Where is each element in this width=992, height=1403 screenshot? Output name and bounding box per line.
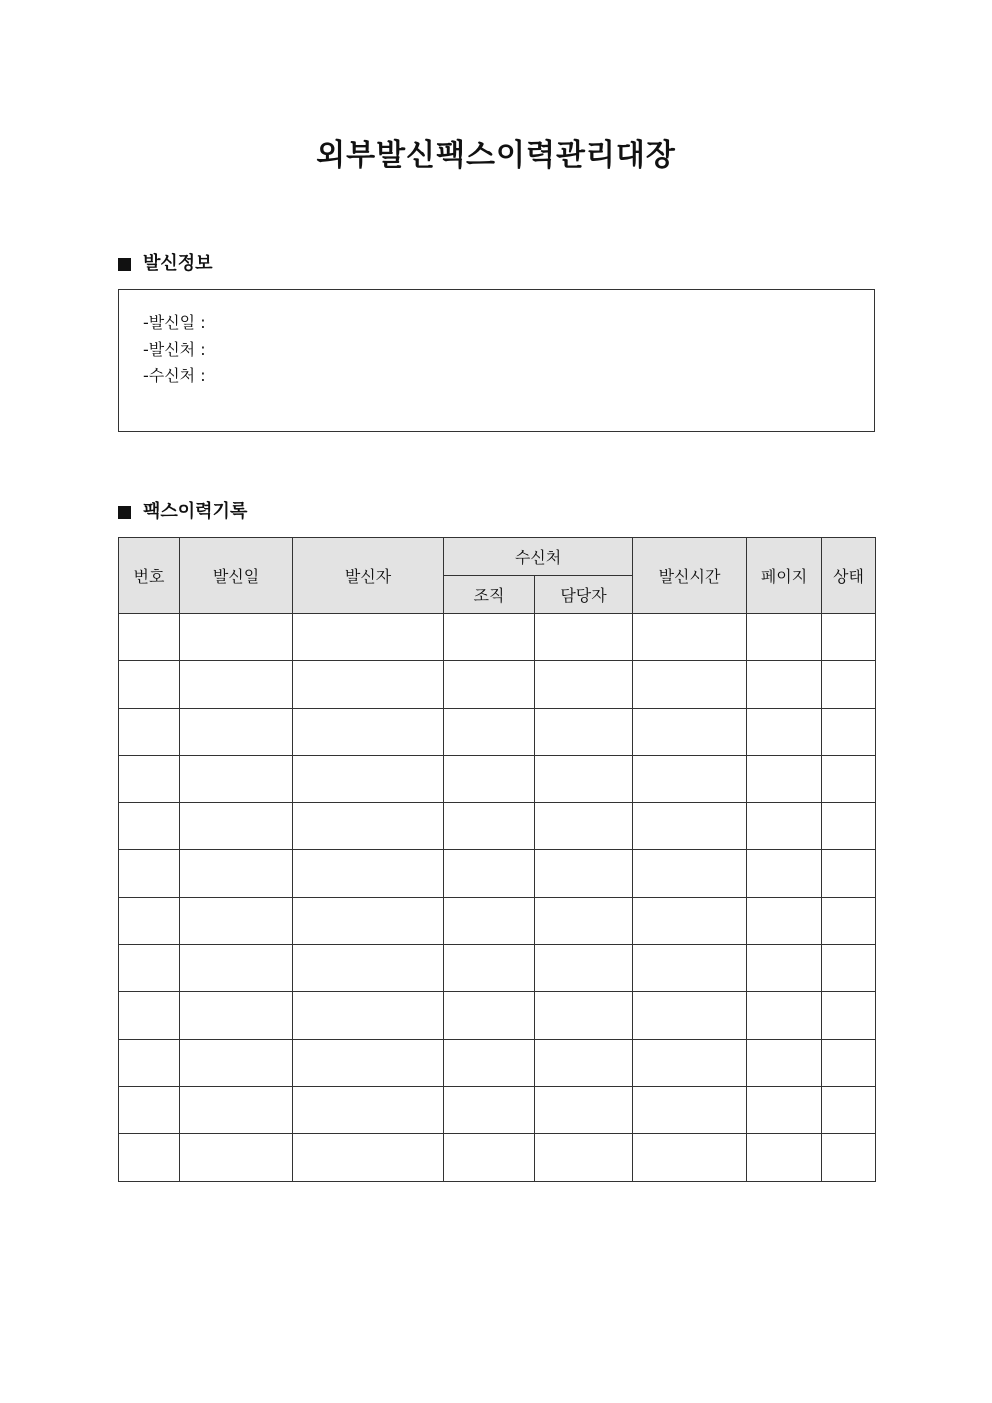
cell-organization[interactable] xyxy=(444,614,535,661)
cell-status[interactable] xyxy=(822,803,876,850)
cell-number[interactable] xyxy=(119,850,180,897)
cell-status[interactable] xyxy=(822,1086,876,1133)
cell-number[interactable] xyxy=(119,1134,180,1181)
cell-number[interactable] xyxy=(119,1086,180,1133)
cell-contact-person[interactable] xyxy=(535,945,633,992)
cell-send-date[interactable] xyxy=(180,708,293,755)
cell-sender[interactable] xyxy=(293,1086,444,1133)
square-bullet-icon xyxy=(118,258,131,271)
cell-pages[interactable] xyxy=(747,708,822,755)
cell-pages[interactable] xyxy=(747,945,822,992)
cell-pages[interactable] xyxy=(747,661,822,708)
col-header-contact-person: 담당자 xyxy=(535,576,633,614)
cell-pages[interactable] xyxy=(747,992,822,1039)
cell-status[interactable] xyxy=(822,661,876,708)
table-row xyxy=(119,1086,876,1133)
cell-number[interactable] xyxy=(119,755,180,802)
cell-pages[interactable] xyxy=(747,1134,822,1181)
page-title: 외부발신팩스이력관리대장 xyxy=(316,138,676,173)
cell-number[interactable] xyxy=(119,992,180,1039)
cell-pages[interactable] xyxy=(747,1086,822,1133)
cell-status[interactable] xyxy=(822,945,876,992)
cell-organization[interactable] xyxy=(444,850,535,897)
cell-send-date[interactable] xyxy=(180,1039,293,1086)
cell-send-time[interactable] xyxy=(633,708,747,755)
cell-sender[interactable] xyxy=(293,850,444,897)
table-row xyxy=(119,803,876,850)
cell-number[interactable] xyxy=(119,1039,180,1086)
cell-send-time[interactable] xyxy=(633,850,747,897)
col-header-send-date: 발신일 xyxy=(180,538,293,614)
cell-send-date[interactable] xyxy=(180,992,293,1039)
cell-organization[interactable] xyxy=(444,755,535,802)
cell-status[interactable] xyxy=(822,708,876,755)
col-header-sender: 발신자 xyxy=(293,538,444,614)
cell-send-time[interactable] xyxy=(633,1086,747,1133)
fax-log-body xyxy=(119,614,876,1182)
cell-sender[interactable] xyxy=(293,897,444,944)
cell-send-date[interactable] xyxy=(180,755,293,802)
send-info-heading xyxy=(118,252,213,276)
cell-pages[interactable] xyxy=(747,755,822,802)
recipient-org-field[interactable]: -수신처 : xyxy=(143,366,206,385)
fax-log-heading xyxy=(118,500,247,524)
cell-status[interactable] xyxy=(822,614,876,661)
cell-send-time[interactable] xyxy=(633,945,747,992)
cell-status[interactable] xyxy=(822,1039,876,1086)
cell-status[interactable] xyxy=(822,850,876,897)
cell-status[interactable] xyxy=(822,897,876,944)
cell-contact-person[interactable] xyxy=(535,708,633,755)
cell-contact-person[interactable] xyxy=(535,803,633,850)
cell-contact-person[interactable] xyxy=(535,1086,633,1133)
table-row xyxy=(119,1134,876,1181)
table-row xyxy=(119,614,876,661)
cell-send-time[interactable] xyxy=(633,992,747,1039)
cell-contact-person[interactable] xyxy=(535,755,633,802)
cell-sender[interactable] xyxy=(293,755,444,802)
cell-organization[interactable] xyxy=(444,1086,535,1133)
col-header-organization: 조직 xyxy=(444,576,535,614)
col-header-status: 상태 xyxy=(822,538,876,614)
cell-contact-person[interactable] xyxy=(535,992,633,1039)
cell-send-time[interactable] xyxy=(633,661,747,708)
fax-log-heading-label: 팩스이력기록 xyxy=(143,501,248,522)
cell-organization[interactable] xyxy=(444,803,535,850)
send-info-heading-label: 발신정보 xyxy=(143,253,213,274)
square-bullet-icon xyxy=(118,506,131,519)
cell-send-date[interactable] xyxy=(180,945,293,992)
cell-sender[interactable] xyxy=(293,614,444,661)
cell-number[interactable] xyxy=(119,614,180,661)
cell-send-date[interactable] xyxy=(180,1086,293,1133)
send-info-box xyxy=(118,289,875,432)
cell-contact-person[interactable] xyxy=(535,1134,633,1181)
sender-org-field[interactable]: -발신처 : xyxy=(143,339,206,359)
cell-sender[interactable] xyxy=(293,1039,444,1086)
col-header-number: 번호 xyxy=(119,538,180,614)
cell-send-time[interactable] xyxy=(633,1134,747,1181)
cell-send-time[interactable] xyxy=(633,614,747,661)
cell-number[interactable] xyxy=(119,945,180,992)
cell-pages[interactable] xyxy=(747,803,822,850)
cell-sender[interactable] xyxy=(293,661,444,708)
cell-contact-person[interactable] xyxy=(535,614,633,661)
cell-sender[interactable] xyxy=(293,992,444,1039)
table-row xyxy=(119,708,876,755)
cell-organization[interactable] xyxy=(444,945,535,992)
cell-status[interactable] xyxy=(822,755,876,802)
col-header-pages: 페이지 xyxy=(747,538,822,614)
cell-pages[interactable] xyxy=(747,614,822,661)
cell-sender[interactable] xyxy=(293,708,444,755)
cell-sender[interactable] xyxy=(293,945,444,992)
cell-send-time[interactable] xyxy=(633,897,747,944)
send-date-field[interactable]: -발신일 : xyxy=(143,313,206,332)
cell-send-time[interactable] xyxy=(633,1039,747,1086)
cell-pages[interactable] xyxy=(747,1039,822,1086)
cell-send-date[interactable] xyxy=(180,1134,293,1181)
table-row xyxy=(119,661,876,708)
cell-contact-person[interactable] xyxy=(535,897,633,944)
cell-send-date[interactable] xyxy=(180,614,293,661)
table-row xyxy=(119,945,876,992)
fax-log-table xyxy=(118,537,876,1182)
cell-number[interactable] xyxy=(119,803,180,850)
cell-number[interactable] xyxy=(119,708,180,755)
table-row xyxy=(119,1039,876,1086)
cell-organization[interactable] xyxy=(444,708,535,755)
table-row xyxy=(119,755,876,802)
cell-pages[interactable] xyxy=(747,850,822,897)
cell-send-date[interactable] xyxy=(180,850,293,897)
cell-organization[interactable] xyxy=(444,992,535,1039)
cell-sender[interactable] xyxy=(293,1134,444,1181)
table-row xyxy=(119,850,876,897)
cell-status[interactable] xyxy=(822,992,876,1039)
cell-contact-person[interactable] xyxy=(535,1039,633,1086)
cell-organization[interactable] xyxy=(444,661,535,708)
cell-number[interactable] xyxy=(119,897,180,944)
table-row xyxy=(119,897,876,944)
cell-organization[interactable] xyxy=(444,1039,535,1086)
cell-pages[interactable] xyxy=(747,897,822,944)
cell-send-date[interactable] xyxy=(180,803,293,850)
cell-contact-person[interactable] xyxy=(535,661,633,708)
cell-number[interactable] xyxy=(119,661,180,708)
cell-send-date[interactable] xyxy=(180,897,293,944)
cell-status[interactable] xyxy=(822,1134,876,1181)
cell-send-date[interactable] xyxy=(180,661,293,708)
col-header-recipient: 수신처 xyxy=(444,538,633,576)
cell-contact-person[interactable] xyxy=(535,850,633,897)
cell-send-time[interactable] xyxy=(633,803,747,850)
cell-sender[interactable] xyxy=(293,803,444,850)
cell-organization[interactable] xyxy=(444,897,535,944)
table-row xyxy=(119,992,876,1039)
col-header-send-time: 발신시간 xyxy=(633,538,747,614)
cell-organization[interactable] xyxy=(444,1134,535,1181)
cell-send-time[interactable] xyxy=(633,755,747,802)
